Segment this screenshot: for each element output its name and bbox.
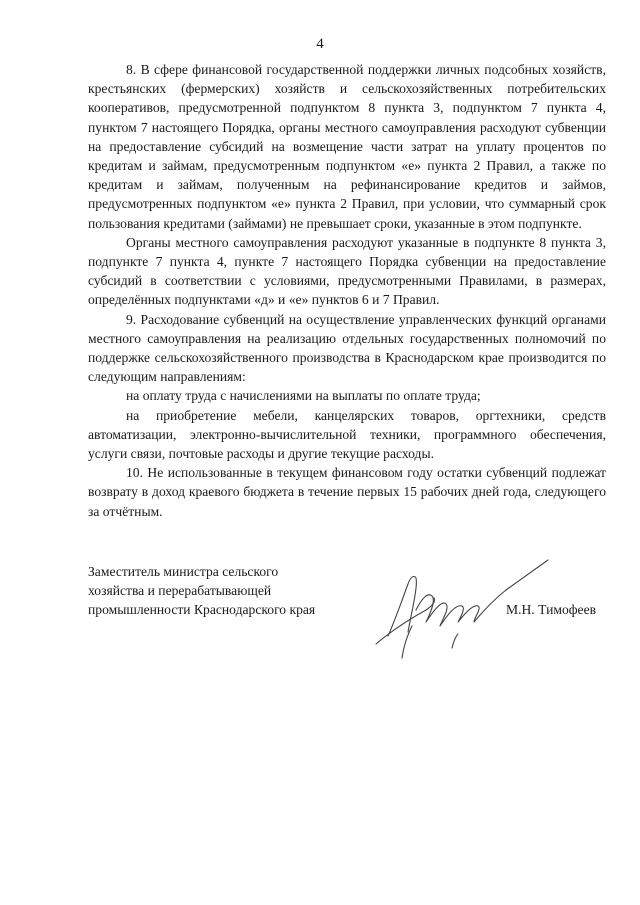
signer-title-line: хозяйства и перерабатывающей bbox=[88, 583, 272, 599]
paragraph-8-continued: Органы местного самоуправления расходуют указанные в подпункте 8 пункта 3, подпункте 7 пункта 4, пункте 7 настоящего Порядка субвенции на предоставление субсидий в соответствии с условиями, предусмотренными Правилами, в размерах, определённых подпунктами «д» и «е» пунктов 6 и 7 Правил. bbox=[88, 234, 606, 308]
paragraph-10: 10. Не использованные в текущем финансовом году остатки субвенций подлежат возврату в доход краевого бюджета в течение первых 15 рабочих дней года, следующего за отчётным. bbox=[88, 465, 606, 519]
document-body bbox=[88, 60, 606, 521]
paragraph-9: 9. Расходование субвенций на осуществление управленческих функций органами местного самоуправления на реализацию отдельных государственных полномочий по поддержке сельскохозяйственного производства в Краснодарском крае производится по следующим направлениям: bbox=[88, 311, 606, 385]
signer-name: М.Н. Тимофеев bbox=[506, 602, 597, 617]
paragraph-9-item-purchases: на приобретение мебели, канцелярских товаров, оргтехники, средств автоматизации, электронно-вычислительной техники, программного обеспечения, услуги связи, почтовые расходы и другие текущие расходы. bbox=[88, 407, 606, 462]
paragraph-8: 8. В сфере финансовой государственной поддержки личных подсобных хозяйств, крестьянских (фермерских) хозяйств и сельскохозяйственных потребительских кооперативов, предусмотренной подпунктом 8 пункта 3, подпунктом 7 пункта 4, пунктом 7 настоящего Порядка, органы местного самоуправления расходуют субвенции на предоставление субсидий на возмещение части затрат на уплату процентов по кредитам и займам, предусмотренным подпунктом «е» пункта 2 Правил, а также по кредитам и займам, полученным на рефинансирование кредитов и займов, предусмотренных подпунктом «е» пункта 2 Правил, при условии, что суммарный срок пользования кредитами (займами) не превышает сроки, указанные в этом подпункте. bbox=[88, 62, 606, 231]
signature-block bbox=[88, 562, 608, 682]
page-number: 4 bbox=[316, 36, 324, 52]
signer-title bbox=[88, 562, 368, 620]
signer-title-line: промышленности Краснодарского края bbox=[88, 602, 316, 618]
paragraph-9-item-labor: на оплату труда с начислениями на выплаты по оплате труда; bbox=[126, 388, 481, 404]
signer-title-line: Заместитель министра сельского bbox=[88, 564, 279, 579]
